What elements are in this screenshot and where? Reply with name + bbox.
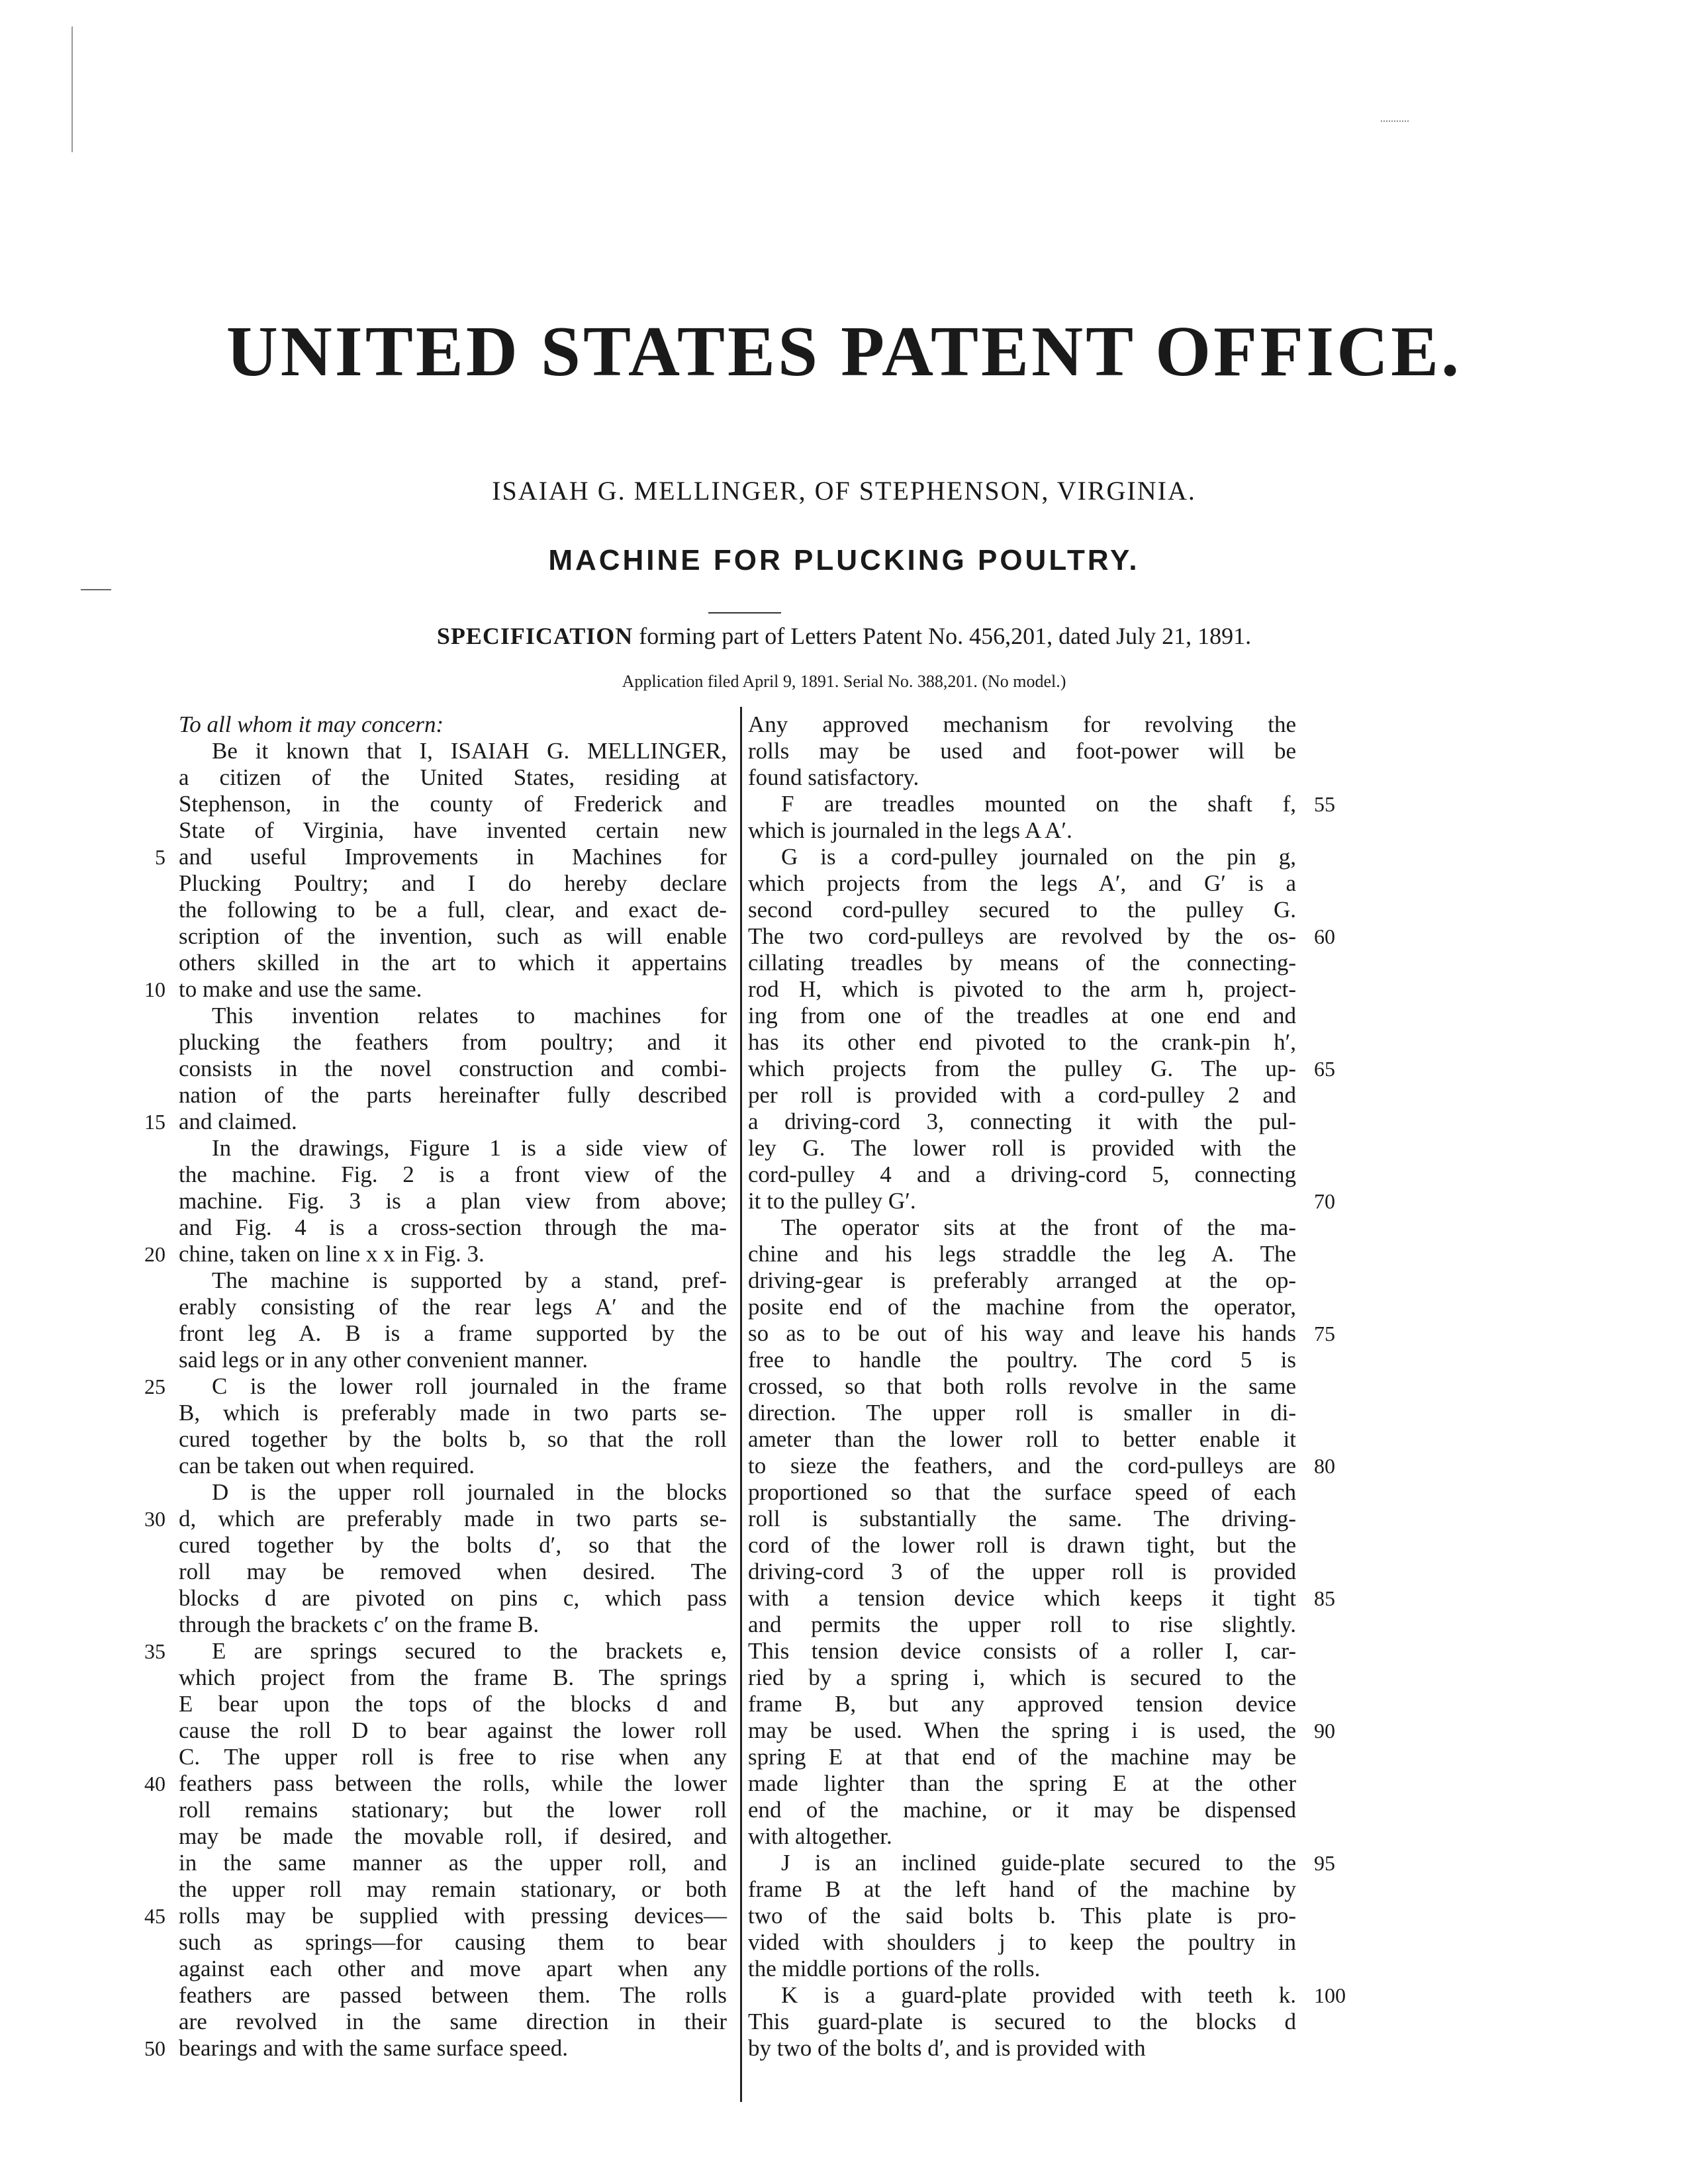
line-number: 65 [1314,1057,1335,1081]
text-line: which projects from the pulley G. The up- [748,1056,1296,1081]
text-line: rolls may be supplied with pressing devices— [179,1903,727,1929]
text-line: which is journaled in the legs A A′. [748,817,1072,843]
text-line: nation of the parts hereinafter fully described [179,1082,727,1108]
text-line: can be taken out when required. [179,1453,475,1479]
text-line: chine, taken on line x x in Fig. 3. [179,1241,485,1267]
text-line: scription of the invention, such as will enable [179,923,727,949]
text-line: Any approved mechanism for revolving the [748,711,1296,737]
text-line: second cord-pulley secured to the pulley G. [748,897,1296,923]
text-line: This tension device consists of a roller I, car- [748,1638,1296,1664]
margin-tick-mark [81,589,111,590]
text-line: posite end of the machine from the operator, [748,1294,1296,1320]
text-line: per roll is provided with a cord-pulley 2 and [748,1082,1296,1108]
text-line: to make and use the same. [179,976,422,1002]
text-line: a driving-cord 3, connecting it with the pul- [748,1109,1296,1134]
specification-text: forming part of Letters Patent No. 456,201, dated July 21, 1891. [639,623,1252,649]
text-line: the following to be a full, clear, and exact de- [179,897,727,923]
text-line: cord-pulley 4 and a driving-cord 5, connecting [748,1161,1296,1187]
text-line: the middle portions of the rolls. [748,1956,1041,1981]
line-number: 95 [1314,1851,1335,1875]
line-number: 25 [144,1375,165,1398]
text-line: and Fig. 4 is a cross-section through the ma- [179,1214,727,1240]
line-number: 30 [144,1507,165,1531]
text-line: This guard-plate is secured to the blocks d [748,2009,1296,2034]
text-line: This invention relates to machines for [212,1003,727,1028]
text-line: cord of the lower roll is drawn tight, but the [748,1532,1296,1558]
text-line: to sieze the feathers, and the cord-pulleys are [748,1453,1296,1479]
text-line: Stephenson, in the county of Frederick and [179,791,727,817]
text-line: free to handle the poultry. The cord 5 is [748,1347,1296,1373]
specification-line [0,622,1688,650]
line-number: 75 [1314,1322,1335,1345]
line-number: 5 [155,845,165,869]
text-line: found satisfactory. [748,764,919,790]
text-line: proportioned so that the surface speed of each [748,1479,1296,1505]
text-line: D is the upper roll journaled in the blocks [212,1479,727,1505]
text-line: driving-gear is preferably arranged at the op- [748,1267,1296,1293]
text-line: direction. The upper roll is smaller in di- [748,1400,1296,1426]
text-line: driving-cord 3 of the upper roll is provided [748,1559,1296,1584]
text-line: The machine is supported by a stand, pref- [212,1267,727,1293]
text-line: The two cord-pulleys are revolved by the os- [748,923,1296,949]
text-line: which project from the frame B. The springs [179,1664,727,1690]
text-line: ing from one of the treadles at one end and [748,1003,1296,1028]
text-line: and useful Improvements in Machines for [179,844,727,870]
invention-title: MACHINE FOR PLUCKING POULTRY. [548,544,1140,576]
text-line: with altogether. [748,1823,892,1849]
line-number: 45 [144,1904,165,1928]
line-number: 50 [144,2036,165,2060]
text-line: consists in the novel construction and combi- [179,1056,727,1081]
page-fold-mark [71,26,73,152]
text-line: machine. Fig. 3 is a plan view from above; [179,1188,727,1214]
text-line: rolls may be used and foot-power will be [748,738,1296,764]
text-line: d, which are preferably made in two parts se- [179,1506,727,1531]
text-line: State of Virginia, have invented certain new [179,817,727,843]
text-line: B, which is preferably made in two parts se- [179,1400,727,1426]
column-divider [740,707,742,2102]
line-number: 35 [144,1639,165,1663]
text-line: may be used. When the spring i is used, the [748,1717,1296,1743]
text-line: are revolved in the same direction in their [179,2009,727,2034]
text-line: vided with shoulders j to keep the poultry in [748,1929,1296,1955]
line-number: 55 [1314,792,1335,816]
text-line: roll is substantially the same. The driving- [748,1506,1296,1531]
line-number: 90 [1314,1719,1335,1743]
text-line: and claimed. [179,1109,297,1134]
text-line: others skilled in the art to which it appertains [179,950,727,976]
text-line: in the same manner as the upper roll, and [179,1850,727,1876]
text-line: cured together by the bolts d′, so that the [179,1532,727,1558]
text-line: with a tension device which keeps it tight [748,1585,1296,1611]
line-number: 80 [1314,1454,1335,1478]
text-line: chine and his legs straddle the leg A. The [748,1241,1296,1267]
text-line: erably consisting of the rear legs A′ and the [179,1294,727,1320]
line-number: 20 [144,1242,165,1266]
text-line: plucking the feathers from poultry; and it [179,1029,727,1055]
text-line: frame B, but any approved tension device [748,1691,1296,1717]
left-column [179,711,727,2062]
text-line: J is an inclined guide-plate secured to the [781,1850,1296,1876]
text-line: so as to be out of his way and leave his hands [748,1320,1296,1346]
text-line: C. The upper roll is free to rise when any [179,1744,727,1770]
text-line: feathers are passed between them. The rolls [179,1982,727,2008]
text-line: ried by a spring i, which is secured to the [748,1664,1296,1690]
text-line: C is the lower roll journaled in the frame [212,1373,727,1399]
text-line: E are springs secured to the brackets e, [212,1638,727,1664]
text-line: may be made the movable roll, if desired, and [179,1823,727,1849]
text-line: has its other end pivoted to the crank-pin h′, [748,1029,1296,1055]
line-number: 60 [1314,925,1335,948]
right-column [748,711,1296,2062]
line-number: 15 [144,1110,165,1134]
text-line: F are treadles mounted on the shaft f, [781,791,1296,817]
text-line: ameter than the lower roll to better enable it [748,1426,1296,1452]
text-line: spring E at that end of the machine may be [748,1744,1296,1770]
inventor-line: ISAIAH G. MELLINGER, OF STEPHENSON, VIRGINIA. [492,476,1196,506]
text-line: Plucking Poultry; and I do hereby declare [179,870,727,896]
corner-smudge [1381,120,1409,124]
office-title: UNITED STATES PATENT OFFICE. [226,312,1462,391]
specification-label: SPECIFICATION [436,623,633,649]
text-line: end of the machine, or it may be dispensed [748,1797,1296,1823]
application-line: Application filed April 9, 1891. Serial No. 388,201. (No model.) [622,672,1066,691]
text-line: frame B at the left hand of the machine by [748,1876,1296,1902]
text-line: roll remains stationary; but the lower roll [179,1797,727,1823]
text-line: through the brackets c′ on the frame B. [179,1612,539,1637]
line-number: 85 [1314,1586,1335,1610]
text-line: said legs or in any other convenient manner. [179,1347,588,1373]
text-line: cillating treadles by means of the connecting- [748,950,1296,976]
text-line: feathers pass between the rolls, while the lower [179,1770,727,1796]
text-line: rod H, which is pivoted to the arm h, project- [748,976,1296,1002]
line-number: 100 [1314,1983,1346,2007]
text-line: made lighter than the spring E at the other [748,1770,1296,1796]
text-line: the machine. Fig. 2 is a front view of the [179,1161,727,1187]
text-line: the upper roll may remain stationary, or both [179,1876,727,1902]
text-line: by two of the bolts d′, and is provided with [748,2035,1146,2061]
text-line: it to the pulley G′. [748,1188,916,1214]
line-number: 70 [1314,1189,1335,1213]
text-line: and permits the upper roll to rise slightly. [748,1612,1296,1637]
text-line: crossed, so that both rolls revolve in the same [748,1373,1296,1399]
text-line: K is a guard-plate provided with teeth k. [781,1982,1296,2008]
line-number: 40 [144,1772,165,1796]
title-divider [708,612,781,614]
text-line: cause the roll D to bear against the lower roll [179,1717,727,1743]
text-line: two of the said bolts b. This plate is pro- [748,1903,1296,1929]
text-line: ley G. The lower roll is provided with the [748,1135,1296,1161]
text-line: G is a cord-pulley journaled on the pin g, [781,844,1296,870]
salutation: To all whom it may concern: [179,711,444,737]
text-line: bearings and with the same surface speed. [179,2035,568,2061]
text-line: a citizen of the United States, residing at [179,764,727,790]
text-line: against each other and move apart when any [179,1956,727,1981]
text-line: which projects from the legs A′, and G′ is a [748,870,1296,896]
text-line: Be it known that I, ISAIAH G. MELLINGER, [212,738,727,764]
text-line: roll may be removed when desired. The [179,1559,727,1584]
line-number: 10 [144,978,165,1001]
text-line: E bear upon the tops of the blocks d and [179,1691,727,1717]
text-line: The operator sits at the front of the ma- [781,1214,1296,1240]
text-line: front leg A. B is a frame supported by the [179,1320,727,1346]
text-line: cured together by the bolts b, so that the roll [179,1426,727,1452]
text-line: In the drawings, Figure 1 is a side view of [212,1135,727,1161]
text-line: blocks d are pivoted on pins c, which pass [179,1585,727,1611]
text-line: such as springs—for causing them to bear [179,1929,727,1955]
